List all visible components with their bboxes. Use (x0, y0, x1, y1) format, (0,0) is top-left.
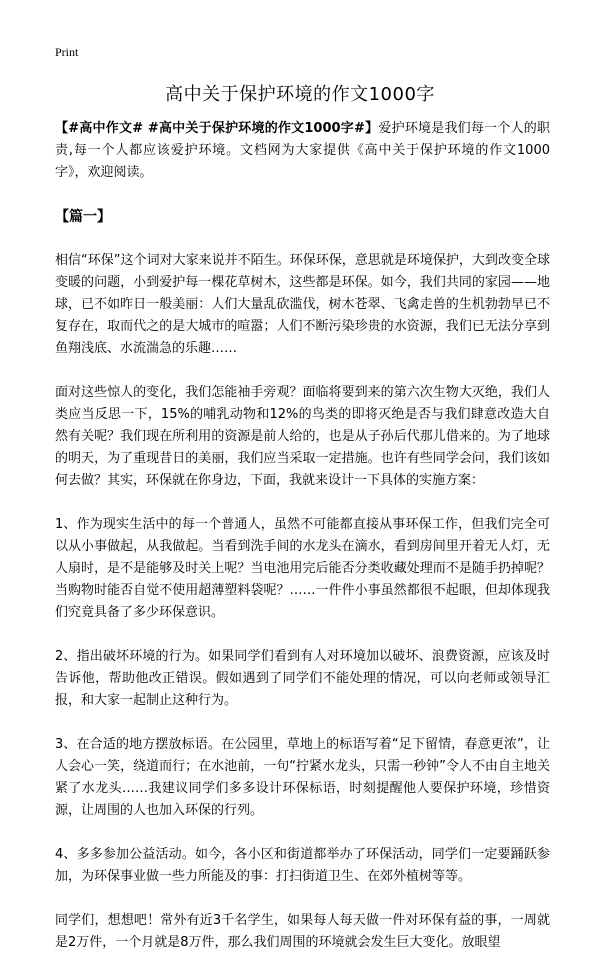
body-paragraph: 1、作为现实生活中的每一个普通人，虽然不可能都直接从事环保工作，但我们完全可以从小事做起，从我做起。当看到洗手间的水龙头在滴水，看到房间里开着无人灯，无人扇时，是不是能够及时关上呢？当电池用完后能否分类收藏处理而不是随手扔掉呢？当购物时能否自觉不使用超薄塑料袋呢？……一件件小事虽然都很不起眼，但却体现我们究竟具备了多少环保意识。 (55, 517, 550, 620)
body-paragraph: 面对这些惊人的变化，我们怎能袖手旁观？面临将要到来的第六次生物大灭绝，我们人类应当反思一下，15%的哺乳动物和12%的鸟类的即将灭绝是否与我们肆意改造大自然有关呢？我们现在所利用的资源是前人给的，也是从子孙后代那儿借来的。为了地球的明天，为了重现昔日的美丽，我们应当采取一定措施。也许有些同学会问，我们该如何去做？其实，环保就在你身边，下面，我就来设计一下具体的实施方案： (55, 385, 550, 488)
body-paragraph: 3、在合适的地方摆放标语。在公园里，草地上的标语写着“足下留情，春意更浓”，让人会心一笑，绕道而行；在水池前，一句“拧紧水龙头，只需一秒钟”令人不由自主地关紧了水龙头……我建议同学们多多设计环保标语，时刻提醒他人要保护环境，珍惜资源，让周围的人也加入环保的行列。 (55, 737, 550, 818)
intro-text: 爱护环境是我们每一个人的职责,每一个人都应该爱护环境。文档网为大家提供《高中关于保护环境的作文1000字》，欢迎阅读。 (55, 121, 550, 180)
body-paragraph: 4、多多参加公益活动。如今，各小区和街道都举办了环保活动，同学们一定要踊跃参加，为环保事业做一些力所能及的事：打扫街道卫生、在郊外植树等等。 (55, 847, 550, 884)
intro-paragraph (55, 118, 550, 184)
body-paragraph: 2、指出破坏环境的行为。如果同学们看到有人对环境加以破坏、浪费资源，应该及时告诉他，帮助他改正错误。假如遇到了同学们不能处理的情况，可以向老师或领导汇报，和大家一起制止这种行为。 (55, 649, 550, 708)
body-paragraph: 同学们，想想吧！常外有近3千名学生，如果每人每天做一件对环保有益的事，一周就是2万件，一个月就是8万件，那么我们周围的环境就会发生巨大变化。放眼望 (55, 913, 550, 950)
intro-tags: 【#高中作文# #高中关于保护环境的作文1000字#】 (55, 121, 379, 136)
document-body (55, 118, 550, 976)
body-paragraph: 相信“环保”这个词对大家来说并不陌生。环保环保，意思就是环境保护，大到改变全球变暖的问题，小到爱护每一棵花草树木，这些都是环保。如今，我们共同的家园——地球，已不如昨日一般美丽：人们大量乱砍滥伐，树木苍翠、飞禽走兽的生机勃勃早已不复存在，取而代之的是大城市的喧嚣；人们不断污染珍贵的水资源，我们已无法分享到鱼翔浅底、水流湍急的乐趣…… (55, 253, 550, 356)
document-title: 高中关于保护环境的作文1000字 (165, 84, 435, 105)
section-heading: 【篇一】 (55, 209, 111, 225)
print-label: Print (55, 45, 79, 59)
